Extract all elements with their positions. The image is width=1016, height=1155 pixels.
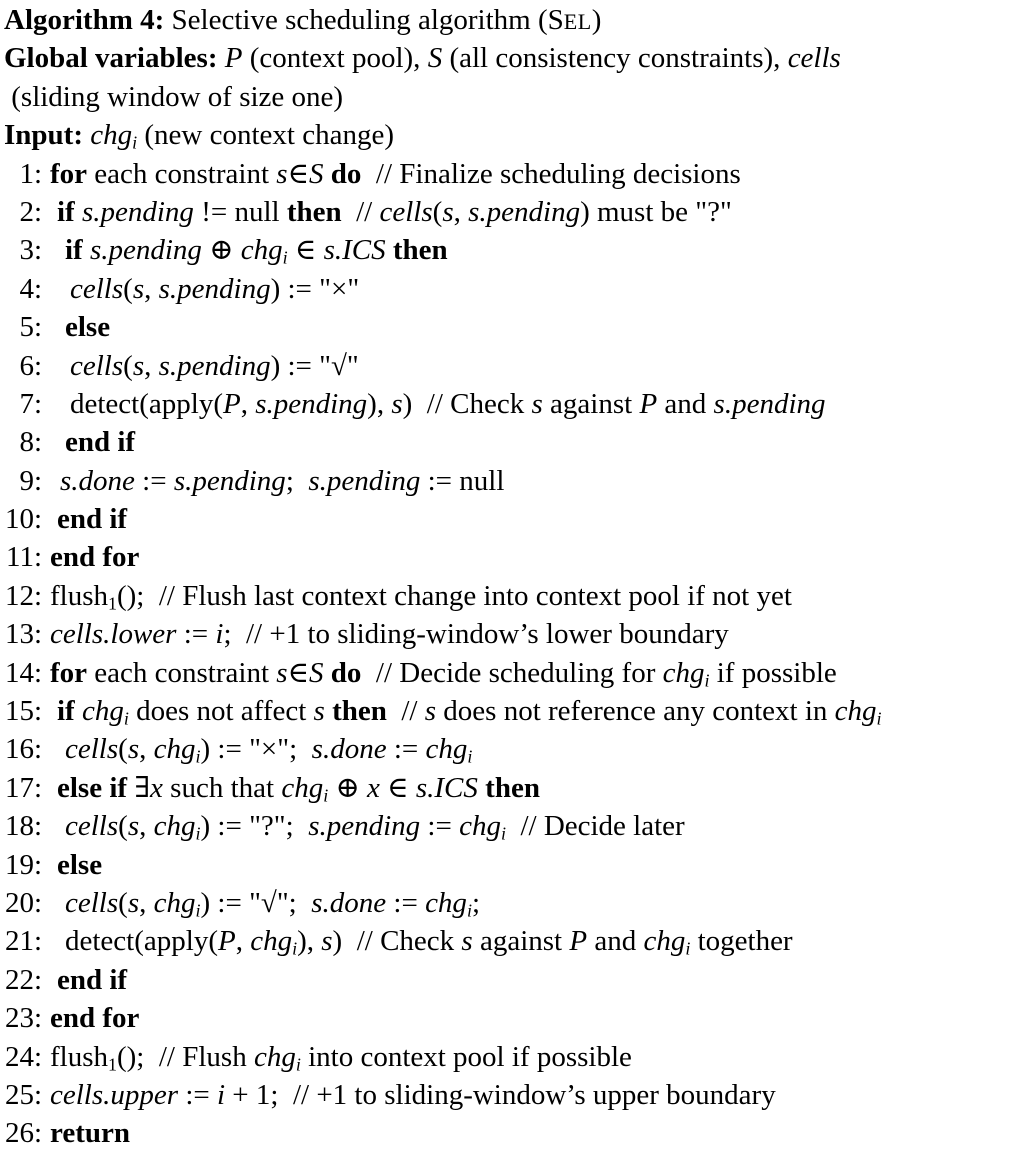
text-segment: do — [330, 656, 362, 689]
text-segment: chg — [90, 119, 133, 152]
line-number: 10: — [4, 503, 42, 536]
line-number: 5: — [19, 311, 42, 344]
text-segment: chg — [834, 695, 877, 728]
text-segment: := — [386, 886, 426, 919]
text-segment: s — [127, 733, 140, 766]
text-segment: ) // Check — [402, 387, 532, 420]
line-number: 9: — [19, 464, 42, 497]
text-segment: s.done — [60, 464, 135, 497]
text-segment: does not affect — [128, 695, 314, 728]
line-number: 4: — [19, 272, 42, 305]
text-segment: chg — [459, 810, 501, 843]
header-line-2 — [4, 39, 1016, 77]
code-line-16 — [4, 730, 1016, 768]
text-segment: then — [286, 195, 342, 228]
text-segment: Selective scheduling algorithm (S — [164, 4, 564, 36]
text-segment: s — [531, 387, 543, 420]
text-segment: then — [332, 695, 387, 728]
text-segment: flush — [50, 1040, 108, 1073]
text-segment: for — [50, 157, 88, 190]
text-segment: chg — [81, 695, 124, 728]
text-segment: s.done — [311, 886, 387, 919]
text-segment: end for — [50, 541, 140, 574]
line-content — [42, 196, 732, 228]
text-segment: s — [276, 656, 288, 689]
line-number: 13: — [4, 618, 42, 651]
text-segment: := — [420, 810, 460, 843]
line-number: 22: — [4, 963, 42, 996]
text-segment: // Finalize scheduling decisions — [361, 157, 741, 190]
text-segment: ) := "√" — [270, 349, 359, 382]
text-segment: ) := "√"; — [200, 886, 312, 919]
text-segment: x — [367, 771, 380, 804]
line-content — [42, 1117, 130, 1149]
text-segment: , — [453, 195, 469, 228]
text-segment: s — [127, 886, 140, 919]
code-line-25 — [4, 1076, 1016, 1114]
text-segment: := null — [420, 464, 505, 497]
text-segment: ( — [123, 349, 133, 382]
algorithm-body — [4, 155, 1016, 1153]
text-segment: , — [139, 733, 154, 766]
text-segment — [75, 196, 82, 228]
text-segment: ; — [285, 464, 309, 497]
code-line-7 — [4, 385, 1016, 423]
line-content — [42, 541, 139, 573]
line-number: 12: — [4, 579, 42, 612]
line-number: 20: — [4, 886, 42, 919]
text-segment: + 1; // +1 to sliding-window’s upper boundary — [225, 1078, 776, 1111]
text-segment: ) := "×" — [270, 272, 360, 305]
text-segment: i — [195, 746, 201, 767]
text-segment: s.pending — [255, 387, 368, 420]
line-content — [42, 849, 102, 881]
text-segment: ) := "×"; — [200, 733, 312, 766]
line-content — [42, 426, 135, 458]
text-segment: cells — [65, 810, 119, 843]
text-segment: , — [144, 349, 159, 382]
text-segment: each constraint — [87, 157, 277, 190]
line-number: 11: — [6, 541, 42, 574]
text-segment: then — [485, 771, 540, 804]
text-segment: if — [57, 195, 75, 228]
line-number: 14: — [4, 656, 42, 689]
header-line-1 — [4, 1, 1016, 39]
text-segment: // — [386, 695, 425, 728]
text-segment: s — [127, 810, 140, 843]
text-segment: ; // +1 to sliding-window’s lower boundary — [223, 618, 729, 651]
text-segment: cells — [65, 733, 119, 766]
text-segment: i — [467, 746, 473, 767]
text-segment: ), — [367, 387, 392, 420]
line-number: 18: — [4, 810, 42, 843]
text-segment: i — [685, 938, 691, 959]
line-content — [42, 580, 792, 612]
line-number: 1: — [19, 157, 42, 190]
text-segment: P — [224, 42, 243, 75]
text-segment: (sliding window of size one) — [4, 80, 344, 113]
text-segment: against — [542, 387, 640, 420]
text-segment: s — [461, 925, 473, 958]
text-segment — [83, 234, 90, 266]
line-number: 24: — [4, 1040, 42, 1073]
text-segment: chg — [240, 234, 283, 267]
text-segment: else if — [57, 771, 128, 804]
text-segment: into context pool if possible — [300, 1040, 632, 1073]
text-segment: i — [466, 900, 472, 921]
line-number: 2: — [19, 195, 42, 228]
text-segment: flush — [50, 579, 108, 612]
text-segment: (); // Flush — [116, 1040, 254, 1073]
text-segment: i — [215, 618, 224, 651]
text-segment: end if — [57, 963, 128, 996]
text-segment: (all consistency constraints), — [442, 42, 788, 75]
text-segment: , — [240, 387, 256, 420]
text-segment: EL — [563, 9, 592, 34]
text-segment: i — [292, 938, 298, 959]
text-segment: s.pending — [468, 195, 581, 228]
text-segment: P — [222, 387, 241, 420]
text-segment: // — [341, 195, 380, 228]
text-segment: s — [391, 387, 403, 420]
algorithm-header — [4, 1, 1016, 155]
text-segment: != null — [193, 195, 287, 228]
text-segment: s — [321, 925, 333, 958]
text-segment: i — [216, 1078, 226, 1111]
text-segment: S — [309, 157, 324, 190]
line-number: 15: — [4, 695, 42, 728]
code-line-13 — [4, 615, 1016, 653]
text-segment: := — [134, 464, 174, 497]
text-segment: detect(apply( — [65, 925, 218, 958]
text-segment: P — [639, 387, 658, 420]
text-segment: and — [657, 387, 714, 420]
text-segment: ⊕ — [201, 234, 241, 267]
line-content — [42, 465, 504, 497]
text-segment: x — [150, 771, 163, 804]
text-segment: end for — [50, 1002, 140, 1035]
text-segment: i — [123, 708, 129, 729]
code-line-5 — [4, 308, 1016, 346]
text-segment: i — [195, 823, 201, 844]
text-segment: ∈ — [287, 234, 324, 267]
text-segment: chg — [425, 886, 467, 919]
line-number: 21: — [4, 925, 42, 958]
text-segment: s.pending — [308, 810, 421, 843]
code-line-12 — [4, 577, 1016, 615]
text-segment: s.pending — [158, 272, 271, 305]
line-content — [42, 234, 448, 266]
text-segment: Input: — [4, 119, 83, 152]
code-line-26 — [4, 1114, 1016, 1152]
header-line-3 — [4, 78, 1016, 116]
text-segment: Algorithm 4: — [4, 4, 165, 36]
text-segment: each constraint — [87, 656, 277, 689]
text-segment: , — [235, 925, 251, 958]
text-segment: chg — [425, 733, 468, 766]
line-number: 19: — [4, 848, 42, 881]
text-segment: detect(apply( — [70, 387, 223, 420]
text-segment: S — [309, 656, 324, 689]
text-segment: i — [704, 669, 710, 690]
text-segment: chg — [662, 656, 705, 689]
text-segment: ; — [471, 886, 480, 919]
text-segment: s — [132, 349, 145, 382]
text-segment — [386, 234, 393, 266]
text-segment — [324, 657, 331, 689]
code-line-3 — [4, 231, 1016, 269]
line-content — [42, 618, 729, 650]
line-number: 23: — [4, 1002, 42, 1035]
text-segment: s.pending — [713, 387, 826, 420]
text-segment: , — [144, 272, 159, 305]
text-segment: end if — [65, 426, 136, 459]
text-segment: s.ICS — [415, 771, 478, 804]
text-segment: else — [65, 311, 111, 344]
text-segment: ) must be "?" — [580, 195, 732, 228]
code-line-14 — [4, 654, 1016, 692]
text-segment: cells.upper — [50, 1078, 179, 1111]
text-segment: return — [50, 1117, 131, 1150]
text-segment: ⊕ — [328, 771, 368, 804]
text-segment: s — [132, 272, 145, 305]
text-segment: chg — [153, 733, 196, 766]
text-segment: does not reference any context in — [436, 695, 835, 728]
text-segment: against — [472, 925, 570, 958]
text-segment: // Decide scheduling for — [361, 656, 663, 689]
text-segment: ∃ — [127, 771, 151, 804]
text-segment: ( — [118, 810, 128, 843]
code-line-22 — [4, 961, 1016, 999]
text-segment: s.pending — [158, 349, 271, 382]
line-content — [42, 311, 110, 343]
text-segment: s.pending — [308, 464, 421, 497]
text-segment: cells — [379, 195, 433, 228]
text-segment: := — [386, 733, 426, 766]
text-segment: chg — [153, 810, 196, 843]
text-segment: such that — [162, 771, 282, 804]
text-segment: ) // Check — [332, 925, 462, 958]
line-number: 6: — [19, 349, 42, 382]
text-segment: i — [876, 708, 882, 729]
text-segment: ), — [297, 925, 322, 958]
line-number: 16: — [4, 733, 42, 766]
line-content — [42, 657, 837, 689]
text-segment: if — [57, 695, 75, 728]
line-content — [42, 273, 359, 305]
text-segment: P — [217, 925, 236, 958]
text-segment: ( — [123, 272, 133, 305]
text-segment: (context pool), — [242, 42, 428, 75]
code-line-10 — [4, 500, 1016, 538]
text-segment: s — [276, 157, 288, 190]
text-segment: ( — [118, 733, 128, 766]
text-segment: (); // Flush last context change into context pool if not yet — [116, 579, 792, 612]
code-line-18 — [4, 807, 1016, 845]
text-segment: ( — [118, 886, 128, 919]
text-segment: ∈ — [379, 771, 416, 804]
text-segment: ) — [591, 4, 602, 36]
text-segment — [75, 695, 82, 727]
line-content — [42, 158, 741, 190]
text-segment: := — [176, 618, 216, 651]
code-line-15 — [4, 692, 1016, 730]
line-content — [42, 350, 359, 382]
line-content — [42, 1041, 632, 1073]
line-content — [42, 887, 480, 919]
line-content — [42, 1079, 776, 1111]
text-segment: ( — [432, 195, 443, 228]
text-segment: cells — [65, 886, 119, 919]
line-number: 7: — [19, 387, 42, 420]
line-content — [42, 388, 826, 420]
text-segment: := — [178, 1078, 217, 1111]
text-segment: and — [587, 925, 644, 958]
line-content — [42, 925, 793, 957]
line-number: 26: — [4, 1117, 42, 1150]
header-line-4 — [4, 116, 1016, 154]
line-number: 17: — [4, 771, 42, 804]
text-segment: ∈ — [287, 656, 310, 689]
line-content — [42, 772, 540, 804]
code-line-2 — [4, 193, 1016, 231]
code-line-21 — [4, 922, 1016, 960]
text-segment: 1 — [108, 593, 117, 614]
code-line-6 — [4, 347, 1016, 385]
text-segment: chg — [253, 1040, 296, 1073]
text-segment: cells — [787, 42, 841, 75]
text-segment: ) := "?"; — [200, 810, 309, 843]
text-segment: s — [313, 695, 325, 728]
text-segment: i — [323, 785, 329, 806]
text-segment — [324, 158, 331, 190]
text-segment: if possible — [709, 656, 837, 689]
text-segment: i — [295, 1053, 301, 1074]
line-number: 8: — [19, 426, 42, 459]
text-segment: i — [195, 900, 201, 921]
text-segment: P — [569, 925, 588, 958]
text-segment: chg — [281, 771, 324, 804]
code-line-24 — [4, 1038, 1016, 1076]
code-line-4 — [4, 270, 1016, 308]
line-content — [42, 695, 882, 727]
text-segment: cells — [70, 272, 124, 305]
text-segment: s.pending — [89, 234, 202, 267]
text-segment: cells — [70, 349, 124, 382]
text-segment: for — [50, 656, 88, 689]
code-line-9 — [4, 462, 1016, 500]
code-line-23 — [4, 999, 1016, 1037]
text-segment: end if — [57, 503, 128, 536]
text-segment: s.ICS — [323, 234, 386, 267]
line-number: 3: — [19, 234, 42, 267]
code-line-11 — [4, 538, 1016, 576]
code-line-1 — [4, 155, 1016, 193]
code-line-20 — [4, 884, 1016, 922]
text-segment: do — [330, 157, 362, 190]
text-segment: s.pending — [81, 195, 194, 228]
text-segment: i — [282, 247, 288, 268]
text-segment: S — [427, 42, 443, 75]
text-segment: then — [392, 234, 448, 267]
text-segment: Global variables: — [4, 42, 218, 75]
text-segment: cells.lower — [50, 618, 177, 651]
text-segment: , — [139, 886, 154, 919]
text-segment: chg — [643, 925, 686, 958]
text-segment: , — [139, 810, 154, 843]
code-line-8 — [4, 423, 1016, 461]
text-segment — [217, 42, 224, 74]
text-segment: if — [65, 234, 83, 267]
text-segment: (new context change) — [137, 119, 394, 152]
text-segment: s.pending — [173, 464, 286, 497]
text-segment: s — [424, 695, 437, 728]
code-line-19 — [4, 846, 1016, 884]
text-segment: together — [690, 925, 793, 958]
line-content — [42, 1002, 139, 1034]
line-content — [42, 810, 685, 842]
code-line-17 — [4, 769, 1016, 807]
text-segment: s — [442, 195, 454, 228]
text-segment: chg — [153, 886, 196, 919]
text-segment: ∈ — [287, 157, 310, 190]
text-segment: i — [500, 823, 506, 844]
line-content — [42, 503, 127, 535]
line-content — [42, 733, 472, 765]
text-segment: s.done — [311, 733, 387, 766]
text-segment: // Decide later — [505, 810, 685, 843]
text-segment: chg — [250, 925, 293, 958]
text-segment: i — [132, 132, 138, 153]
text-segment — [325, 695, 332, 727]
line-number: 25: — [4, 1078, 42, 1111]
text-segment: 1 — [108, 1053, 117, 1074]
text-segment: else — [57, 848, 103, 881]
line-content — [42, 964, 127, 996]
